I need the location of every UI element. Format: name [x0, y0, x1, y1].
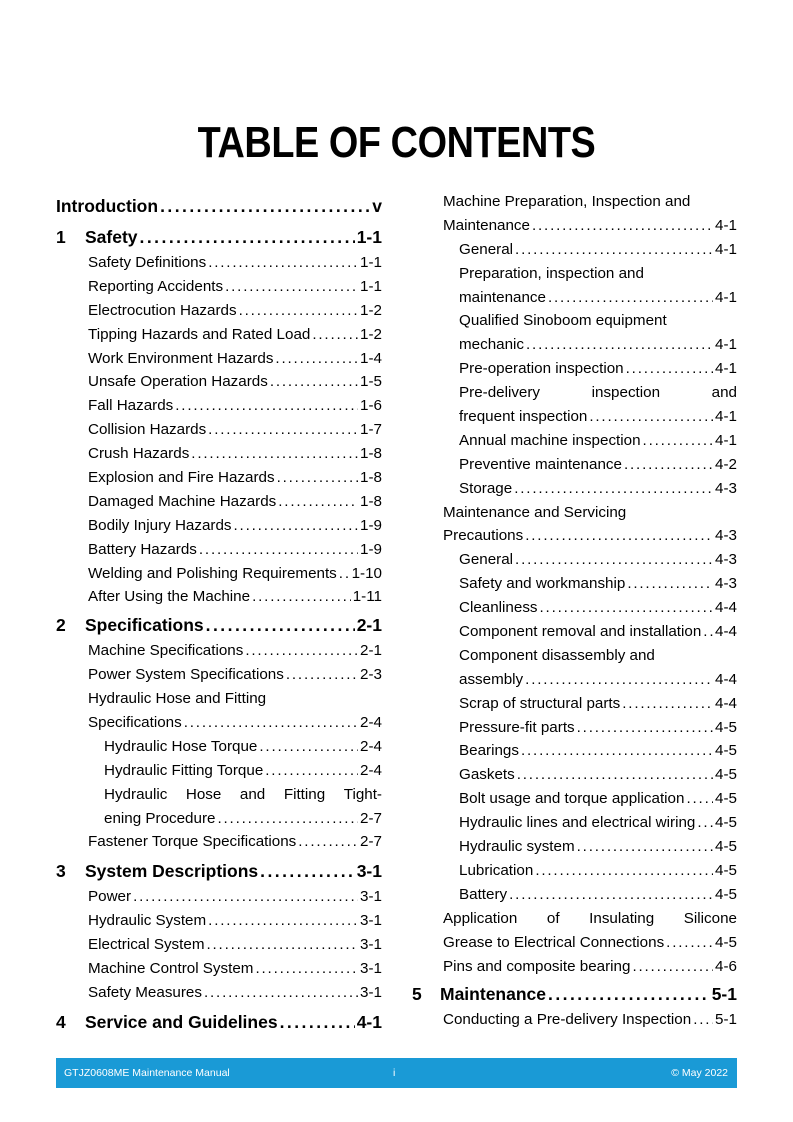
- toc-entry[interactable]: [56, 514, 382, 538]
- toc-entry-label: Collision Hazards: [88, 421, 207, 439]
- toc-entry-label: Preventive maintenance: [459, 455, 622, 473]
- toc-entry[interactable]: [412, 811, 737, 835]
- toc-entry-machine-specifications[interactable]: [56, 639, 382, 663]
- toc-entry[interactable]: [56, 418, 382, 442]
- toc-entry-preop[interactable]: [412, 357, 737, 381]
- toc-entry[interactable]: [56, 585, 382, 609]
- toc-entry[interactable]: [56, 981, 382, 1005]
- toc-entry-page: 4-5: [715, 933, 737, 951]
- toc-entry-label: Hydraulic lines and electrical wiring: [459, 814, 696, 832]
- chapter-number: 1: [56, 227, 66, 247]
- toc-entry-page: 3-1: [360, 960, 382, 978]
- toc-entry-label: Machine Specifications: [88, 642, 244, 660]
- toc-entry[interactable]: [412, 883, 737, 907]
- toc-entry-annual[interactable]: [412, 429, 737, 453]
- toc-entry-page: 4-4: [715, 670, 737, 688]
- toc-entry[interactable]: [56, 275, 382, 299]
- toc-precautions-list: [412, 548, 737, 644]
- toc-entry-page: 2-7: [360, 809, 382, 827]
- toc-entry-label: Damaged Machine Hazards: [88, 492, 277, 510]
- toc-entry-page: 1-1: [360, 277, 382, 295]
- toc-entry-label: Safety and workmanship: [459, 575, 626, 593]
- toc-entry-page: 1-10: [351, 564, 382, 582]
- toc-entry[interactable]: [56, 885, 382, 909]
- toc-entry-label: Tipping Hazards and Rated Load: [88, 325, 311, 343]
- toc-entry-page: 4-2: [715, 455, 737, 473]
- toc-entry-predelivery-line1[interactable]: [412, 381, 737, 405]
- toc-more-list: [412, 692, 737, 907]
- toc-entry-page: 1-1: [356, 227, 382, 247]
- toc-entry-page: 4-4: [715, 623, 737, 641]
- toc-entry-label: Machine Control System: [88, 960, 254, 978]
- toc-entry-page: 2-4: [360, 761, 382, 779]
- toc-entry-hydraulic-fitting-torque[interactable]: [56, 759, 382, 783]
- toc-entry-label: Explosion and Fire Hazards: [88, 469, 275, 487]
- toc-entry-page: 3-1: [356, 861, 382, 882]
- toc-entry-label: Bodily Injury Hazards: [88, 516, 232, 534]
- toc-entry-label: Pressure-fit parts: [459, 718, 575, 736]
- toc-entry-page: 4-6: [715, 957, 737, 975]
- toc-entry-label: Gaskets: [459, 766, 515, 784]
- toc-entry[interactable]: [56, 323, 382, 347]
- toc-entry[interactable]: [56, 466, 382, 490]
- toc-entry-page: 5-1: [711, 984, 737, 1005]
- toc-entry-page: 4-1: [715, 288, 737, 306]
- toc-entry-label: Annual machine inspection: [459, 431, 641, 449]
- toc-entry-conducting-predelivery[interactable]: [412, 1008, 737, 1032]
- toc-entry-page: 1-9: [360, 516, 382, 534]
- toc-word: of: [546, 909, 560, 927]
- toc-entry[interactable]: [56, 562, 382, 586]
- toc-entry-qualified-line1[interactable]: Qualified Sinoboom equipment: [459, 312, 667, 330]
- toc-entry-page: 4-5: [715, 718, 737, 736]
- toc-entry-precautions-line1[interactable]: Maintenance and Servicing: [443, 503, 627, 521]
- toc-entry-page: 1-11: [352, 588, 382, 606]
- toc-entry-page: 4-3: [715, 551, 737, 569]
- toc-entry-page: 4-5: [715, 766, 737, 784]
- footer-manual-title: GTJZ0608ME Maintenance Manual: [64, 1067, 230, 1079]
- toc-entry-page: 4-5: [715, 838, 737, 856]
- toc-entry-page: 1-2: [360, 301, 382, 319]
- toc-entry-pins[interactable]: [412, 955, 737, 979]
- toc-entry-page: 2-3: [360, 666, 382, 684]
- toc-entry-page: 1-1: [360, 254, 382, 271]
- toc-entry[interactable]: [56, 299, 382, 323]
- toc-word: and: [711, 384, 737, 402]
- toc-entry-page: 4-3: [715, 479, 737, 497]
- toc-entry-page: 2-1: [360, 642, 382, 660]
- toc-entry-page: 3-1: [360, 888, 382, 906]
- toc-entry-page: 1-4: [360, 349, 382, 367]
- toc-entry-page: 4-1: [715, 408, 737, 426]
- toc-entry-label: Scrap of structural parts: [459, 694, 621, 712]
- toc-entry[interactable]: [56, 909, 382, 933]
- toc-entry[interactable]: [56, 370, 382, 394]
- toc-entry[interactable]: [56, 933, 382, 957]
- toc-entry-general[interactable]: [412, 238, 737, 262]
- toc-word: Application: [443, 909, 518, 927]
- toc-entry-page: v: [372, 196, 382, 216]
- toc-entry-label: Battery: [459, 885, 508, 903]
- toc-entry-page: 1-6: [360, 397, 382, 415]
- toc-entry-page: 2-4: [360, 737, 382, 755]
- toc-entry[interactable]: [412, 620, 737, 644]
- toc-entry-label: maintenance: [459, 288, 546, 306]
- toc-entry[interactable]: [412, 548, 737, 572]
- toc-entry[interactable]: [412, 596, 737, 620]
- toc-entry-label: Fall Hazards: [88, 397, 174, 415]
- toc-entry-storage[interactable]: [412, 477, 737, 501]
- toc-entry-fastener-torque[interactable]: [56, 830, 382, 854]
- chapter-title: Safety: [85, 227, 138, 247]
- toc-entry-label: Fastener Torque Specifications: [88, 833, 297, 851]
- toc-entry-label: General: [459, 551, 514, 569]
- toc-word: Silicone: [683, 909, 737, 927]
- toc-system-list: [56, 885, 382, 1004]
- toc-entry[interactable]: [56, 442, 382, 466]
- toc-entry-prep-insp[interactable]: [412, 286, 737, 310]
- toc-entry[interactable]: [412, 835, 737, 859]
- footer-date: © May 2022: [671, 1067, 728, 1079]
- toc-entry-page: 1-7: [360, 421, 382, 439]
- toc-entry-page: 2-4: [360, 714, 382, 732]
- toc-entry-label: Welding and Polishing Requirements: [88, 564, 337, 582]
- toc-entry-label: Precautions: [443, 527, 524, 545]
- toc-word: Fitting: [283, 785, 326, 803]
- toc-entry-page: 4-1: [356, 1011, 382, 1032]
- toc-entry-tightening-line1[interactable]: [56, 783, 382, 807]
- toc-entry-page: 4-5: [715, 790, 737, 808]
- toc-word: Tight-: [343, 785, 382, 803]
- toc-word: Hydraulic: [104, 785, 168, 803]
- toc-entry-label: Electrical System: [88, 936, 205, 954]
- toc-word: inspection: [591, 384, 661, 402]
- toc-entry-page: 4-1: [715, 360, 737, 378]
- footer-page-number: i: [393, 1067, 396, 1079]
- toc-safety-list: [56, 251, 382, 609]
- chapter-title: Maintenance: [440, 984, 546, 1005]
- toc-entry-label: Bearings: [459, 742, 519, 760]
- toc-word: Hose: [185, 785, 222, 803]
- toc-entry-page: 3-1: [360, 983, 382, 1001]
- toc-entry-power-system-specifications[interactable]: [56, 663, 382, 687]
- toc-entry-label: Hydraulic system: [459, 838, 575, 856]
- toc-entry-page: 4-5: [715, 814, 737, 832]
- chapter-number: 4: [56, 1011, 66, 1032]
- toc-entry-page: 4-3: [715, 575, 737, 593]
- toc-chapter-maintenance[interactable]: [412, 980, 737, 1008]
- toc-entry[interactable]: [56, 251, 382, 275]
- toc-word: Pre-delivery: [459, 384, 541, 402]
- toc-entry-label: Conducting a Pre-delivery Inspection: [443, 1011, 692, 1029]
- toc-entry-label: Safety Measures: [88, 983, 202, 1001]
- toc-entry-predelivery[interactable]: [412, 405, 737, 429]
- toc-entry-page: 1-9: [360, 540, 382, 558]
- chapter-number: 5: [412, 984, 422, 1005]
- toc-left-column: [56, 192, 382, 1036]
- toc-entry[interactable]: [56, 538, 382, 562]
- chapter-title: System Descriptions: [85, 861, 259, 882]
- toc-entry-label: Hydraulic System: [88, 912, 207, 930]
- toc-entry-page: 1-2: [360, 325, 382, 343]
- toc-entry-page: 1-8: [360, 445, 382, 463]
- toc-entry-label: Maintenance: [443, 216, 530, 234]
- toc-entry-label: Reporting Accidents: [88, 277, 224, 295]
- toc-entry-label: ening Procedure: [104, 809, 216, 827]
- toc-entry-label: Work Environment Hazards: [88, 349, 274, 367]
- toc-entry-label: General: [459, 240, 514, 258]
- page-footer: [56, 1058, 737, 1088]
- toc-entry-page: 1-5: [360, 373, 382, 391]
- toc-entry-label: Lubrication: [459, 861, 534, 879]
- toc-entry[interactable]: [412, 787, 737, 811]
- toc-entry-page: 4-5: [715, 742, 737, 760]
- toc-entry-hose-fitting-line1[interactable]: Hydraulic Hose and Fitting: [88, 690, 267, 708]
- toc-entry-page: 1-8: [360, 469, 382, 487]
- toc-entry[interactable]: [412, 739, 737, 763]
- toc-entry[interactable]: [56, 490, 382, 514]
- chapter-number: 2: [56, 615, 66, 636]
- toc-entry-page: 4-4: [715, 599, 737, 617]
- toc-entry-machine-prep-line1[interactable]: Machine Preparation, Inspection and: [443, 193, 691, 210]
- toc-entry[interactable]: [56, 394, 382, 418]
- toc-entry-hydraulic-hose-torque[interactable]: [56, 735, 382, 759]
- toc-entry[interactable]: [412, 692, 737, 716]
- toc-entry-label: Bolt usage and torque application: [459, 790, 685, 808]
- toc-chapter-specifications[interactable]: [56, 611, 382, 639]
- toc-entry-page: 5-1: [715, 1011, 737, 1029]
- toc-chapter-safety[interactable]: [56, 223, 382, 251]
- toc-entry-label: Electrocution Hazards: [88, 301, 237, 319]
- toc-entry-page: 4-1: [715, 431, 737, 449]
- toc-entry-label: After Using the Machine: [88, 588, 251, 606]
- toc-chapter-system-descriptions[interactable]: [56, 857, 382, 885]
- toc-entry-label: Power: [88, 888, 132, 906]
- toc-entry-precautions[interactable]: [412, 524, 737, 548]
- toc-entry-prep-insp-line1[interactable]: Preparation, inspection and: [459, 264, 644, 282]
- toc-entry-silicone-line1[interactable]: [412, 907, 737, 931]
- toc-entry-page: 2-1: [356, 615, 382, 636]
- toc-entry-introduction[interactable]: [56, 192, 382, 220]
- toc-entry-page: 3-1: [360, 912, 382, 930]
- toc-entry[interactable]: [412, 716, 737, 740]
- toc-entry-page: 4-3: [715, 527, 737, 545]
- chapter-title: Service and Guidelines: [85, 1011, 278, 1032]
- toc-entry-label: Battery Hazards: [88, 540, 197, 558]
- toc-entry-disassembly[interactable]: [412, 668, 737, 692]
- toc-entry-page: 4-1: [715, 336, 737, 354]
- toc-entry-label: Grease to Electrical Connections: [443, 933, 665, 951]
- toc-entry-page: 4-5: [715, 861, 737, 879]
- toc-entry-page: 4-1: [715, 240, 737, 258]
- toc-entry-page: 4-4: [715, 694, 737, 712]
- toc-entry-label: Cleanliness: [459, 599, 538, 617]
- page-title: TABLE OF CONTENTS: [197, 118, 596, 167]
- toc-entry-label: mechanic: [459, 336, 524, 354]
- toc-entry-label: Unsafe Operation Hazards: [88, 373, 268, 391]
- toc-entry-label: Specifications: [88, 714, 182, 732]
- toc-entry-qualified[interactable]: [412, 333, 737, 357]
- toc-word: Insulating: [589, 909, 655, 927]
- toc-entry-label: Safety Definitions: [88, 254, 207, 271]
- toc-entry-label: Hydraulic Fitting Torque: [104, 761, 264, 779]
- toc-chapter-service-guidelines[interactable]: [56, 1008, 382, 1036]
- toc-entry-preventive[interactable]: [412, 453, 737, 477]
- toc-entry-page: 4-1: [715, 216, 737, 234]
- toc-entry[interactable]: [412, 572, 737, 596]
- toc-entry-label: assembly: [459, 670, 524, 688]
- toc-entry-page: 3-1: [360, 936, 382, 954]
- toc-entry-hose-fitting-specifications[interactable]: [56, 711, 382, 735]
- toc-entry[interactable]: [412, 763, 737, 787]
- toc-entry-label: Introduction: [56, 196, 159, 216]
- toc-right-column: [412, 190, 737, 1032]
- toc-entry[interactable]: [412, 859, 737, 883]
- toc-entry-page: 2-7: [360, 833, 382, 851]
- toc-word: and: [239, 785, 266, 803]
- toc-entry-label: Crush Hazards: [88, 445, 190, 463]
- toc-entry-page: 4-5: [715, 885, 737, 903]
- toc-entry-label: Power System Specifications: [88, 666, 284, 684]
- toc-entry-machine-prep[interactable]: [412, 214, 737, 238]
- toc-entry-label: Pre-operation inspection: [459, 360, 624, 378]
- toc-entry-label: Component removal and installation: [459, 623, 702, 641]
- toc-entry-label: Storage: [459, 479, 513, 497]
- toc-entry[interactable]: [56, 957, 382, 981]
- toc-entry-tightening-procedure[interactable]: [56, 807, 382, 831]
- chapter-number: 3: [56, 861, 66, 882]
- toc-entry-label: Hydraulic Hose Torque: [104, 737, 258, 755]
- toc-entry-label: frequent inspection: [459, 408, 588, 426]
- toc-entry-label: Pins and composite bearing: [443, 957, 631, 975]
- toc-entry[interactable]: [56, 347, 382, 371]
- toc-entry-page: 1-8: [360, 492, 382, 510]
- toc-entry-silicone[interactable]: [412, 931, 737, 955]
- toc-entry-disassembly-line1[interactable]: Component disassembly and: [459, 646, 655, 664]
- chapter-title: Specifications: [85, 615, 204, 636]
